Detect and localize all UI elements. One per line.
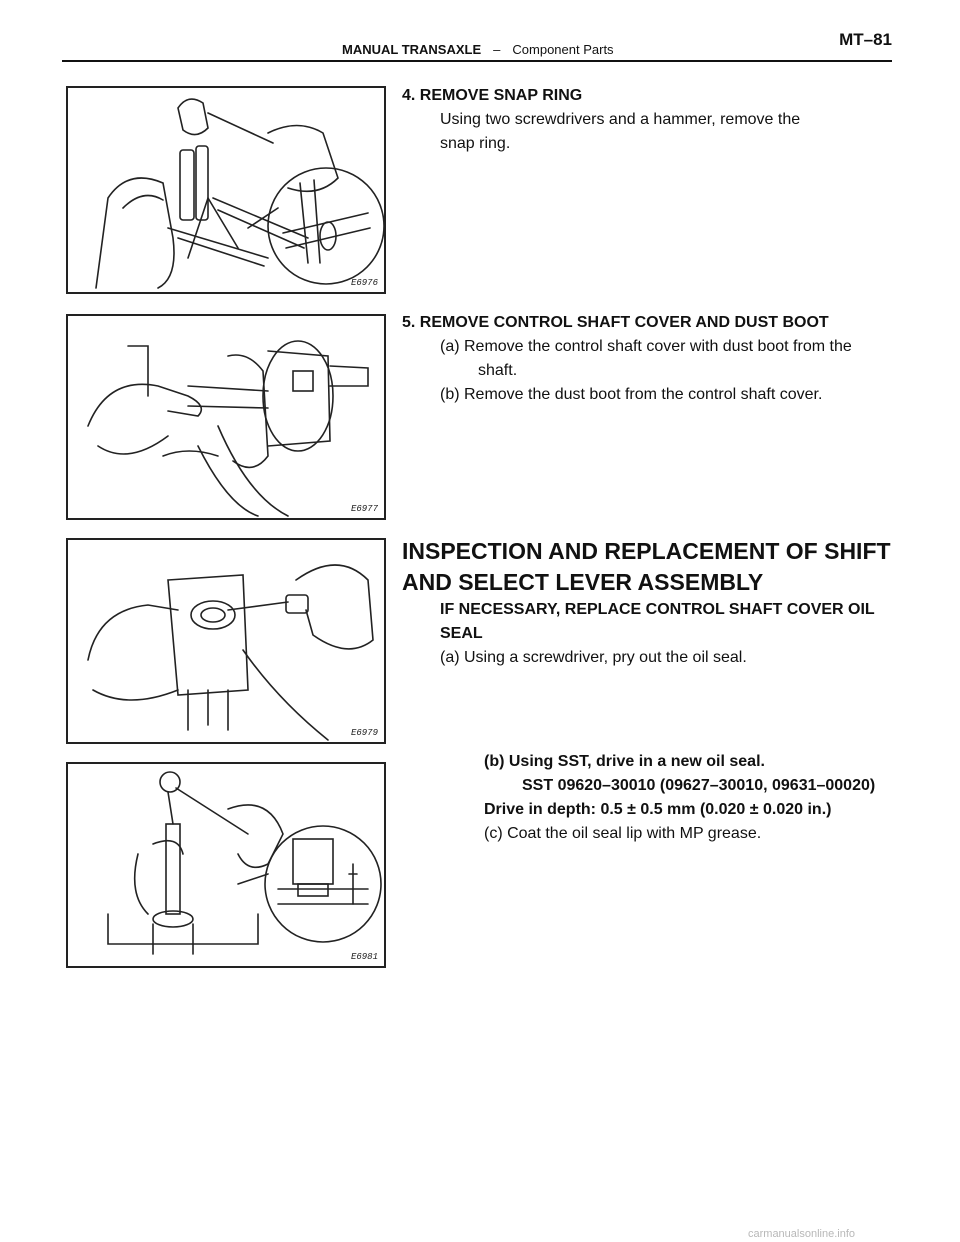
- section-depth: Drive in depth: 0.5 ± 0.5 mm (0.020 ± 0.020 in.): [484, 801, 832, 818]
- step4-block: [402, 84, 922, 156]
- snap-ring-illustration: [68, 88, 384, 292]
- header-chapter: MANUAL TRANSAXLE: [342, 42, 482, 57]
- header-separator: –: [493, 42, 501, 57]
- header-section: Component Parts: [512, 42, 614, 57]
- step4-line2: snap ring.: [440, 135, 511, 152]
- section-step-b: (b) Using SST, drive in a new oil seal.: [484, 753, 765, 770]
- step5-b: (b) Remove the dust boot from the control shaft cover.: [440, 386, 823, 403]
- section-step-a: (a) Using a screwdriver, pry out the oil seal.: [440, 649, 747, 666]
- step5-block: [402, 311, 942, 407]
- step4-line1: Using two screwdrivers and a hammer, remove the: [440, 111, 801, 128]
- figure-code: E6976: [350, 278, 378, 288]
- figure-control-shaft-cover: [66, 314, 386, 520]
- control-shaft-cover-illustration: [68, 316, 384, 518]
- page-header: [62, 22, 892, 62]
- drive-oil-seal-illustration: [68, 764, 384, 966]
- section-steps-bc: [484, 750, 944, 846]
- section-body: [440, 598, 940, 670]
- step5-a-line1: (a) Remove the control shaft cover with dust boot from the: [440, 338, 852, 355]
- figure-code: E6981: [350, 952, 378, 962]
- section-title-line1: INSPECTION AND REPLACEMENT OF SHIFT: [402, 538, 891, 564]
- step5-title: 5. REMOVE CONTROL SHAFT COVER AND DUST BOOT: [402, 314, 829, 331]
- step4-title: 4. REMOVE SNAP RING: [402, 87, 583, 104]
- header-rule: [62, 60, 892, 62]
- pry-oil-seal-illustration: [68, 540, 384, 742]
- section-step-c: (c) Coat the oil seal lip with MP grease.: [484, 825, 762, 842]
- page-number: MT–81: [839, 30, 892, 49]
- section-title-line2: AND SELECT LEVER ASSEMBLY: [402, 569, 764, 595]
- section-title: [402, 536, 952, 598]
- header-chapter-line: [342, 42, 614, 57]
- figure-drive-oil-seal: [66, 762, 386, 968]
- figure-code: E6979: [350, 728, 378, 738]
- step5-a-line2: shaft.: [478, 362, 518, 379]
- section-sub-line2: SEAL: [440, 625, 483, 642]
- figure-code: E6977: [350, 504, 378, 514]
- section-sub-line1: IF NECESSARY, REPLACE CONTROL SHAFT COVER OIL: [440, 601, 875, 618]
- section-sst: SST 09620–30010 (09627–30010, 09631–00020): [522, 777, 876, 794]
- figure-pry-oil-seal: [66, 538, 386, 744]
- figure-snap-ring: [66, 86, 386, 294]
- watermark: carmanualsonline.info: [748, 1228, 856, 1240]
